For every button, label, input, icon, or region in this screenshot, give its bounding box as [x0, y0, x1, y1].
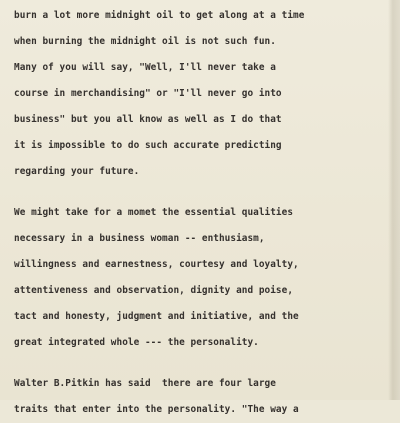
- paragraph: [14, 200, 386, 356]
- text-line: Many of you will say, "Well, I'll never take a: [14, 62, 276, 73]
- text-line: when burning the midnight oil is not such fun.: [14, 36, 276, 47]
- text-line: great integrated whole --- the personality.: [14, 337, 259, 348]
- text-line: willingness and earnestness, courtesy and loyalty,: [14, 259, 299, 270]
- text-line: necessary in a business woman -- enthusiasm,: [14, 233, 265, 244]
- text-line: course in merchandising" or "I'll never go into: [14, 88, 282, 99]
- paragraph-gap: [14, 185, 386, 200]
- paragraph-gap: [14, 356, 386, 371]
- paragraph: [14, 371, 386, 423]
- text-line: attentiveness and observation, dignity and poise,: [14, 285, 294, 296]
- text-line: Walter B.Pitkin has said there are four large: [14, 378, 276, 389]
- text-line: it is impossible to do such accurate predicting: [14, 140, 282, 151]
- document-body: [14, 3, 386, 423]
- text-line: burn a lot more midnight oil to get along at a time: [14, 10, 305, 21]
- text-line: We might take for a momet the essential qualities: [14, 207, 294, 218]
- paragraph: [14, 3, 386, 185]
- text-line: regarding your future.: [14, 166, 140, 177]
- text-line: business" but you all know as well as I do that: [14, 114, 282, 125]
- text-line: traits that enter into the personality. "The way a: [14, 404, 299, 415]
- text-line: tact and honesty, judgment and initiative, and the: [14, 311, 299, 322]
- page-edge-fold: [388, 0, 400, 400]
